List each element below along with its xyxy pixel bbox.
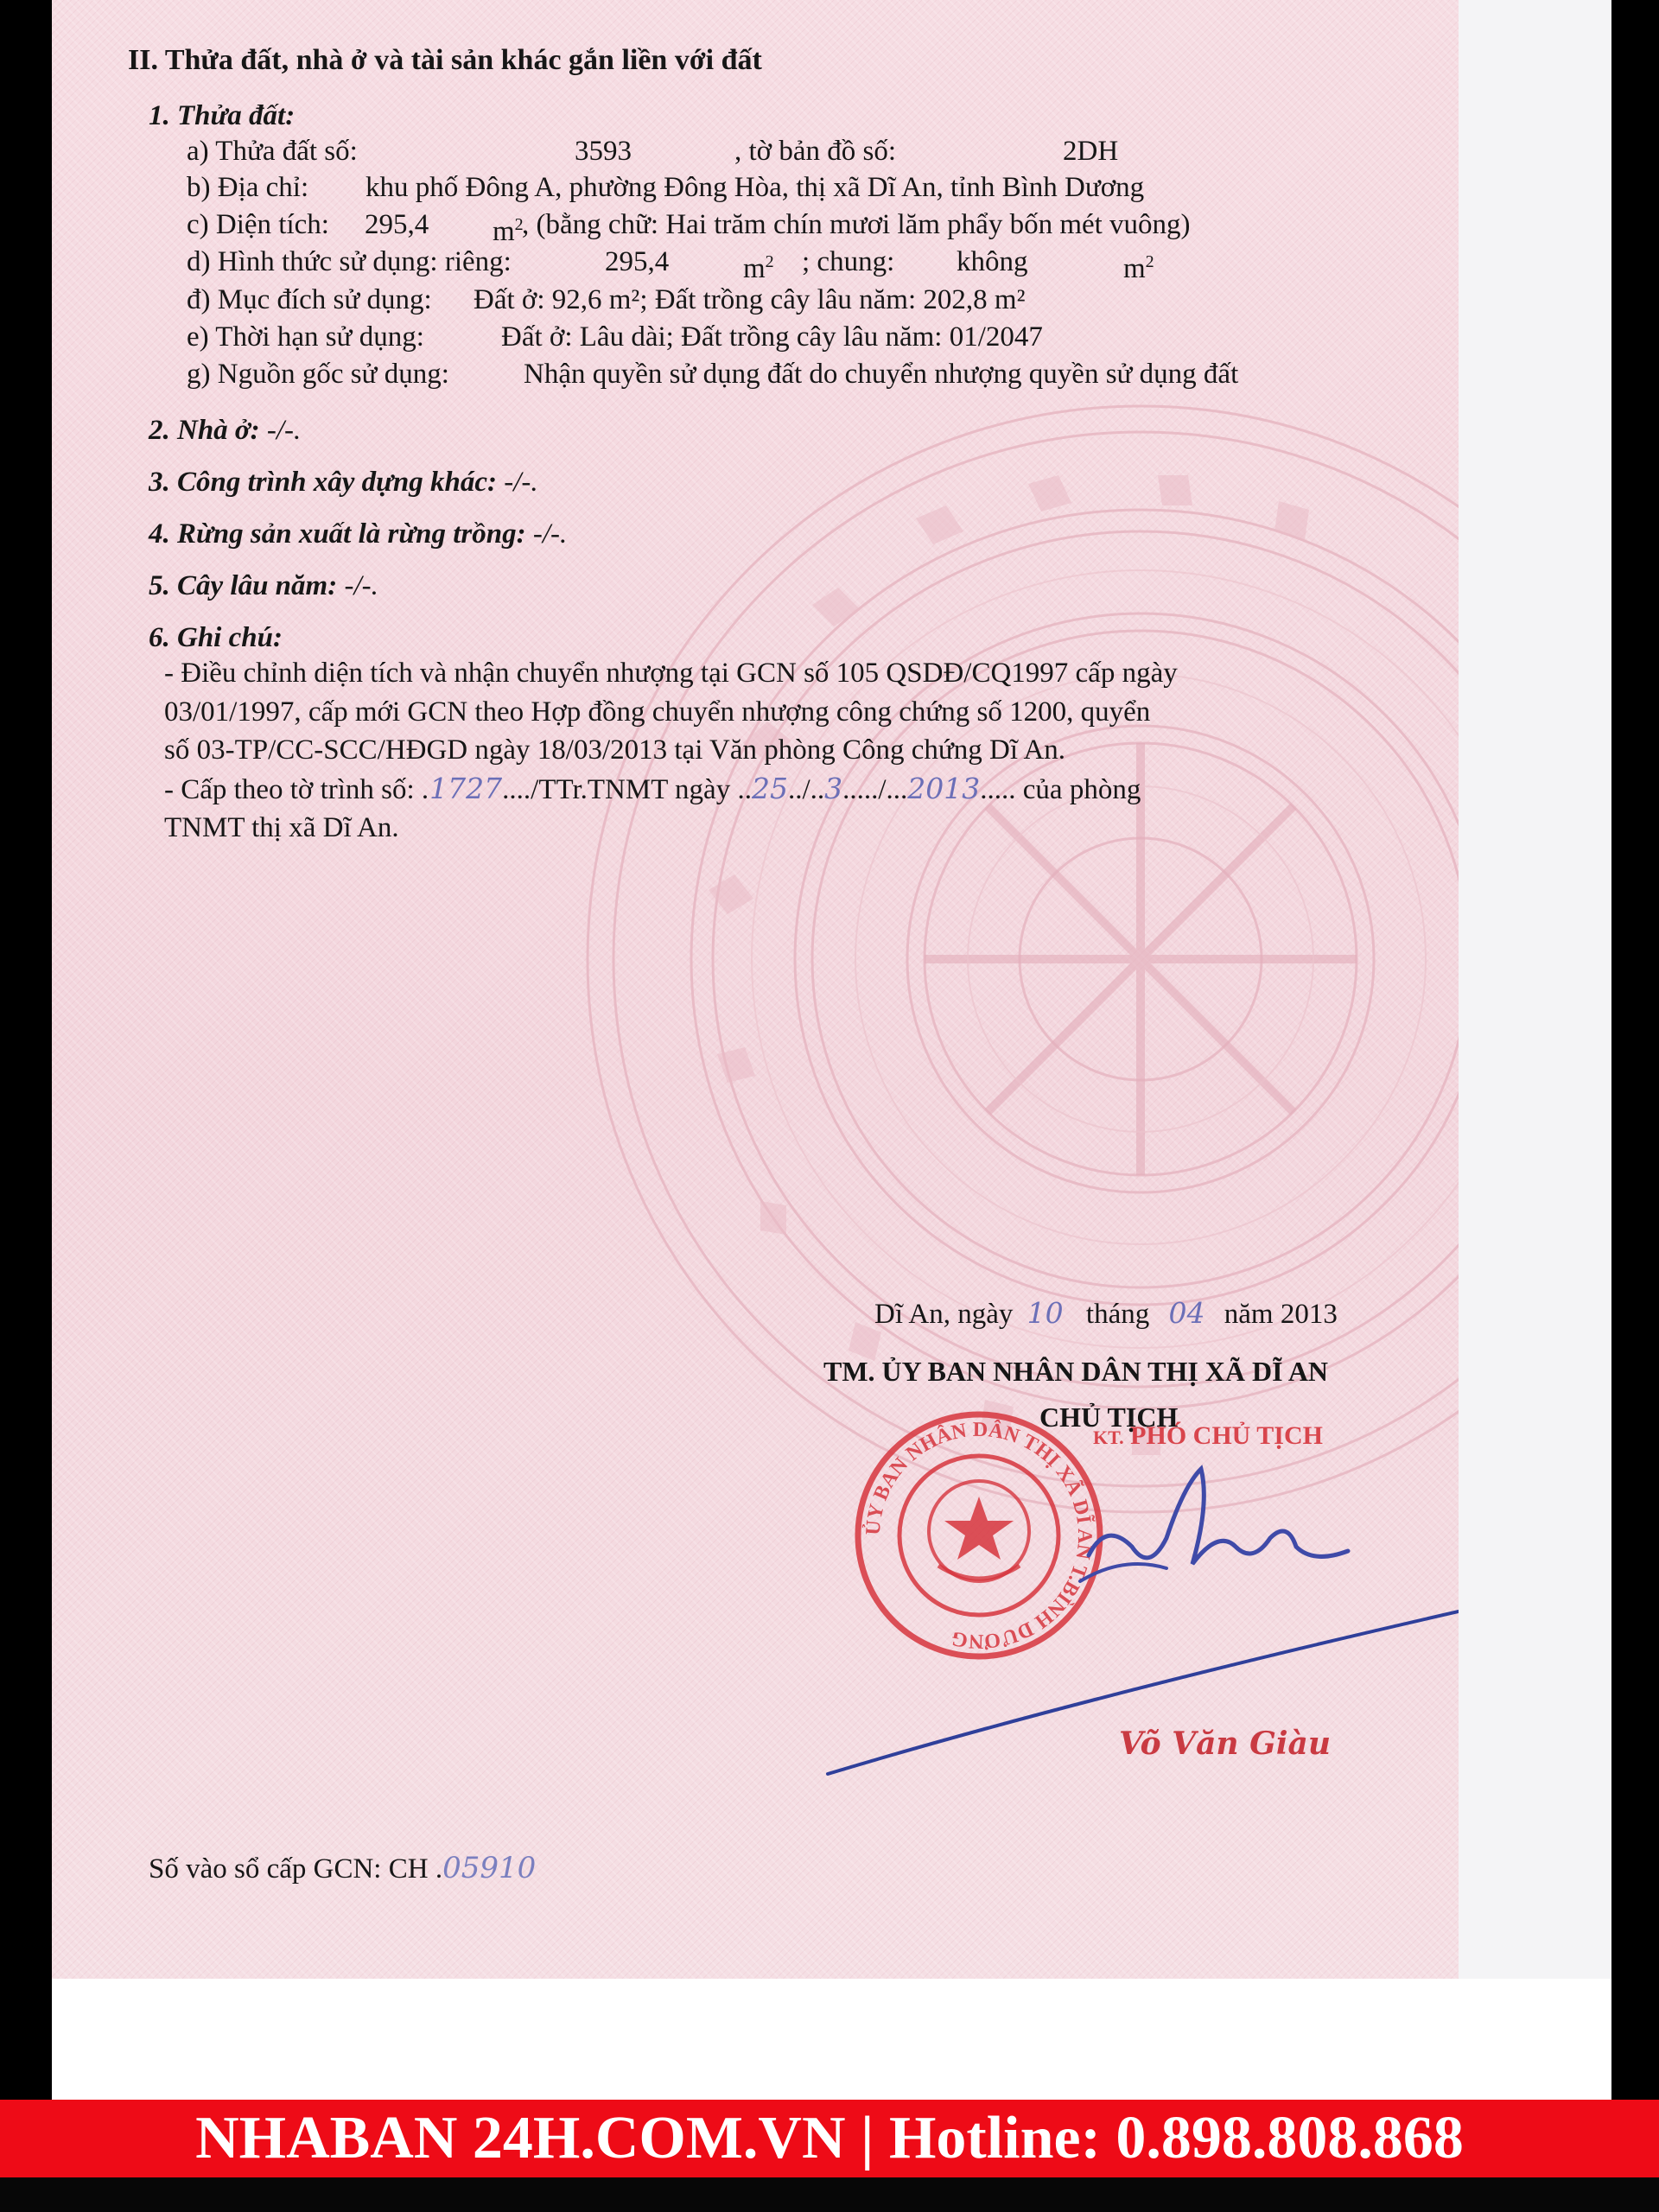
notes-line-2: 03/01/1997, cấp mới GCN theo Hợp đồng chuyển nhượng công chứng số 1200, quyển (164, 696, 1151, 728)
house-heading: 2. Nhà ở: (149, 415, 260, 446)
map-sheet-value: 2DH (1063, 136, 1119, 167)
stamp-kt-prefix: KT. (1093, 1427, 1124, 1448)
stamp-deputy-text: PHÓ CHỦ TỊCH (1130, 1421, 1323, 1450)
usage-private-unit-m: m (743, 253, 766, 284)
area-value: 295,4 (365, 209, 429, 240)
notes-submission-prefix: - Cấp theo tờ trình số: (164, 774, 415, 805)
registry-number: 05910 (442, 1851, 537, 1885)
section-heading: II. Thửa đất, nhà ở và tài sản khác gắn liền với đất (128, 44, 762, 76)
area-label: c) Diện tích: (187, 209, 329, 240)
address-value: khu phố Đông A, phường Đông Hòa, thị xã Dĩ An, tỉnh Bình Dương (365, 172, 1145, 203)
area-unit-sup: 2 (514, 215, 524, 234)
perennial-row (149, 569, 378, 603)
place-date-line (874, 1296, 1338, 1332)
signer-name: Võ Văn Giàu (1119, 1726, 1332, 1762)
notes-line-3: số 03-TP/CC-SCC/HĐGD ngày 18/03/2013 tại Văn phòng Công chứng Dĩ An. (164, 734, 1066, 766)
notes-submission-day: 25 (751, 772, 788, 805)
notes-submission-suffix: của phòng (1022, 774, 1141, 805)
notes-submission-no: 1727 (429, 772, 503, 805)
area-in-words: , (bằng chữ: Hai trăm chín mươi lăm phẩy bốn mét vuông) (522, 209, 1191, 240)
usage-shared-value: không (957, 246, 1028, 277)
perennial-value: -/-. (344, 570, 378, 601)
forest-value: -/-. (532, 518, 568, 550)
date-month: 04 (1168, 1296, 1205, 1330)
handwritten-signature (1071, 1452, 1400, 1607)
notes-line-5: TNMT thị xã Dĩ An. (164, 812, 399, 843)
perennial-heading: 5. Cây lâu năm: (149, 570, 338, 601)
date-day: 10 (1027, 1296, 1064, 1330)
usage-term-label: e) Thời hạn sử dụng: (187, 321, 424, 353)
authority-line: TM. ỦY BAN NHÂN DÂN THỊ XÃ DĨ AN (823, 1356, 1329, 1387)
notes-submission-year: 2013 (907, 772, 981, 805)
address-label: b) Địa chỉ: (187, 172, 309, 203)
signer-title: CHỦ TỊCH (1039, 1402, 1179, 1433)
date-month-label: tháng (1085, 1299, 1150, 1330)
seal-ring-text: ỦY BAN NHÂN DÂN THỊ XÃ DĨ AN T.BÌNH DƯƠNG (861, 1418, 1096, 1653)
house-value: -/-. (266, 415, 302, 446)
parcel-no-value: 3593 (575, 136, 632, 167)
notes-line-4: - Cấp theo tờ trình số: .1727..../TTr.TNMT ngày ..25../..3...../...2013..... của phòng (164, 772, 1141, 805)
map-sheet-label: , tờ bản đồ số: (734, 136, 897, 167)
registry-label: Số vào sổ cấp GCN: CH (149, 1853, 429, 1885)
land-parcel-heading: 1. Thửa đất: (149, 100, 296, 131)
paper-bottom-margin (52, 1979, 1611, 2100)
date-year-label: năm 2013 (1224, 1299, 1338, 1330)
usage-private-value: 295,4 (605, 246, 670, 277)
usage-private-unit-sup: 2 (765, 252, 774, 271)
usage-purpose-value: Đất ở: 92,6 m²; Đất trồng cây lâu năm: 202,8 m² (474, 284, 1026, 315)
usage-shared-label: ; chung: (802, 246, 895, 277)
usage-term-value: Đất ở: Lâu dài; Đất trồng cây lâu năm: 01/2047 (501, 321, 1043, 353)
usage-shared-unit-sup: 2 (1145, 252, 1154, 271)
usage-private-unit (743, 245, 774, 286)
forest-heading: 4. Rừng sản xuất là rừng trồng: (149, 518, 526, 550)
usage-origin-value: Nhận quyền sử dụng đất do chuyển nhượng quyền sử dụng đất (524, 359, 1239, 390)
scan-right-margin (1459, 0, 1611, 2100)
house-row (149, 413, 301, 448)
place-date-prefix: Dĩ An, ngày (874, 1299, 1014, 1330)
notes-line-1: - Điều chỉnh diện tích và nhận chuyển nhượng tại GCN số 105 QSDĐ/CQ1997 cấp ngày (164, 658, 1178, 689)
stamp-deputy-title (1093, 1419, 1323, 1455)
usage-shared-unit (1123, 245, 1154, 286)
area-unit (493, 207, 524, 249)
notes-heading: 6. Ghi chú: (149, 622, 283, 653)
notes-submission-mid: /TTr.TNMT ngày (531, 774, 731, 805)
other-works-value: -/-. (504, 467, 538, 498)
usage-purpose-label: đ) Mục đích sử dụng: (187, 284, 432, 315)
usage-form-label: d) Hình thức sử dụng: riêng: (187, 246, 512, 277)
forest-row (149, 517, 567, 551)
usage-origin-label: g) Nguồn gốc sử dụng: (187, 359, 449, 390)
footer-hotline-text: NHABAN 24H.COM.VN | Hotline: 0.898.808.868 (195, 2105, 1464, 2171)
notes-submission-month: 3 (824, 772, 843, 805)
area-unit-m: m (493, 216, 515, 247)
bottom-edge (0, 2177, 1659, 2212)
other-works-row (149, 465, 538, 499)
other-works-heading: 3. Công trình xây dựng khác: (149, 467, 498, 498)
registry-line: Số vào sổ cấp GCN: CH .05910 (149, 1851, 537, 1885)
parcel-no-label: a) Thửa đất số: (187, 136, 358, 167)
certificate-paper (52, 0, 1459, 1979)
usage-shared-unit-m: m (1123, 253, 1146, 284)
